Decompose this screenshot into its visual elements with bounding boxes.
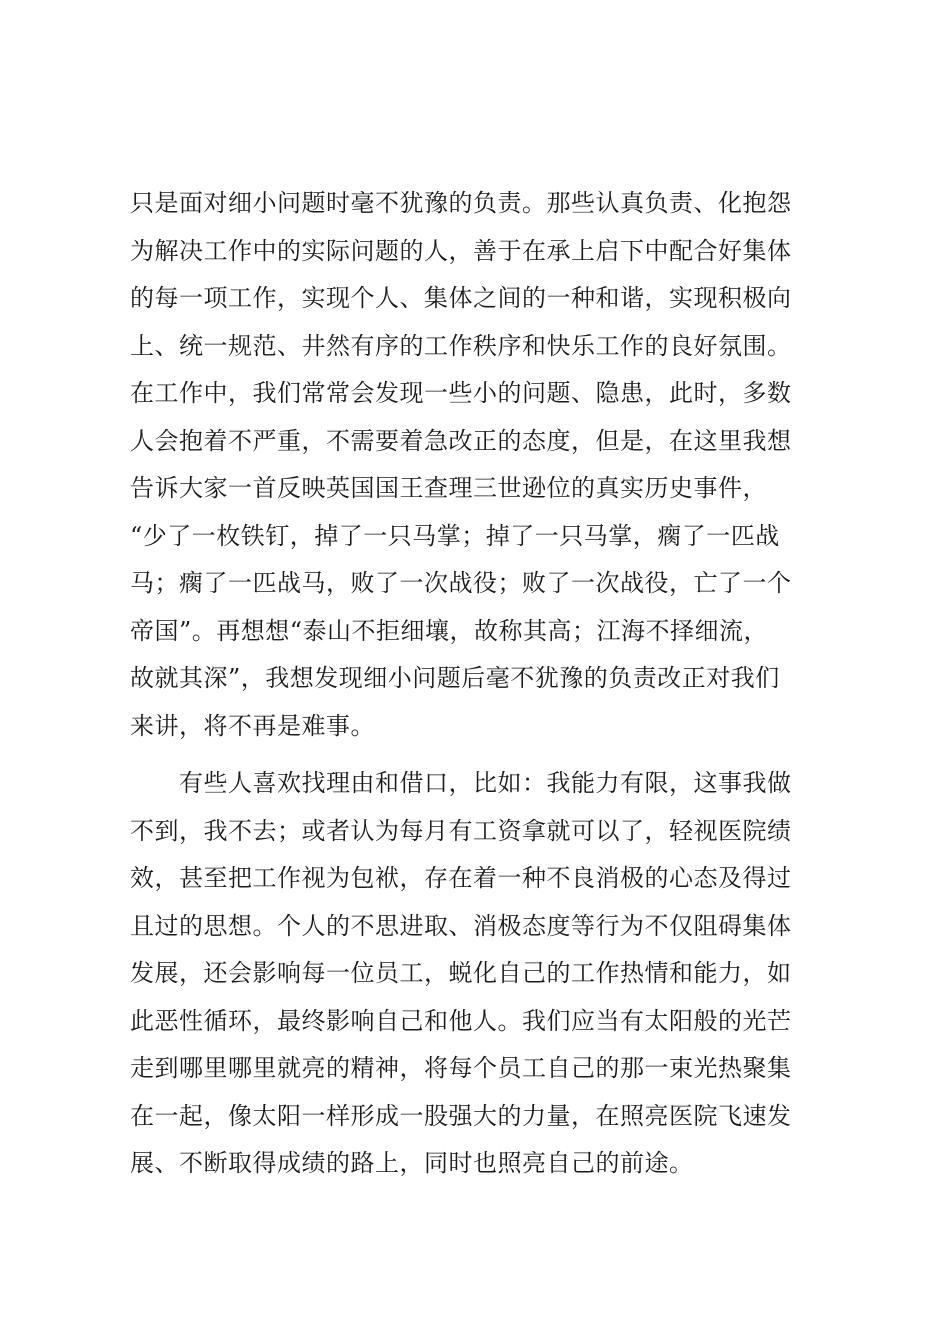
text-line: “少了一枚铁钉，掉了一只马掌；掉了一只马掌，瘸了一匹战 [130, 521, 780, 550]
text-line: 有些人喜欢找理由和借口，比如：我能力有限，这事我做 [130, 769, 792, 797]
text-line: 此恶性循环，最终影响自己和他人。我们应当有太阳般的光芒 [130, 1006, 792, 1035]
paragraph-2 [130, 760, 830, 1188]
text-line: 上、统一规范、井然有序的工作秩序和快乐工作的良好氛围。 [130, 331, 792, 360]
text-line: 且过的思想。个人的不思进取、消极态度等行为不仅阻碍集体 [130, 911, 792, 940]
text-line: 展、不断取得成绩的路上，同时也照亮自己的前途。 [130, 1149, 694, 1177]
text-line: 来讲，将不再是难事。 [130, 711, 375, 740]
text-line: 故就其深”，我想发现细小问题后毫不犹豫的负责改正对我们 [130, 664, 780, 692]
text-line: 人会抱着不严重，不需要着急改正的态度，但是，在这里我想 [130, 426, 792, 455]
text-line: 帝国”。再想想“泰山不拒细壤，故称其高；江海不择细流， [130, 616, 769, 645]
document-body [130, 180, 830, 1188]
text-line: 走到哪里哪里就亮的精神，将每个员工自己的那一束光热聚集 [130, 1054, 792, 1082]
text-line: 在工作中，我们常常会发现一些小的问题、隐患，此时，多数 [130, 379, 792, 407]
paragraph-1 [130, 180, 830, 750]
text-line: 马；瘸了一匹战马，败了一次战役；败了一次战役，亡了一个 [130, 569, 792, 597]
text-line: 不到，我不去；或者认为每月有工资拿就可以了，轻视医院绩 [130, 816, 792, 845]
text-line: 发展，还会影响每一位员工，蜕化自己的工作热情和能力，如 [130, 959, 792, 987]
text-line: 告诉大家一首反映英国国王查理三世逊位的真实历史事件， [130, 474, 767, 502]
text-line: 效，甚至把工作视为包袱，存在着一种不良消极的心态及得过 [130, 864, 792, 892]
text-line: 在一起，像太阳一样形成一股强大的力量，在照亮医院飞速发 [130, 1101, 792, 1130]
text-line: 为解决工作中的实际问题的人，善于在承上启下中配合好集体 [130, 236, 792, 265]
text-line: 的每一项工作，实现个人、集体之间的一种和谐，实现积极向 [130, 284, 792, 312]
text-line: 只是面对细小问题时毫不犹豫的负责。那些认真负责、化抱怨 [130, 189, 792, 217]
